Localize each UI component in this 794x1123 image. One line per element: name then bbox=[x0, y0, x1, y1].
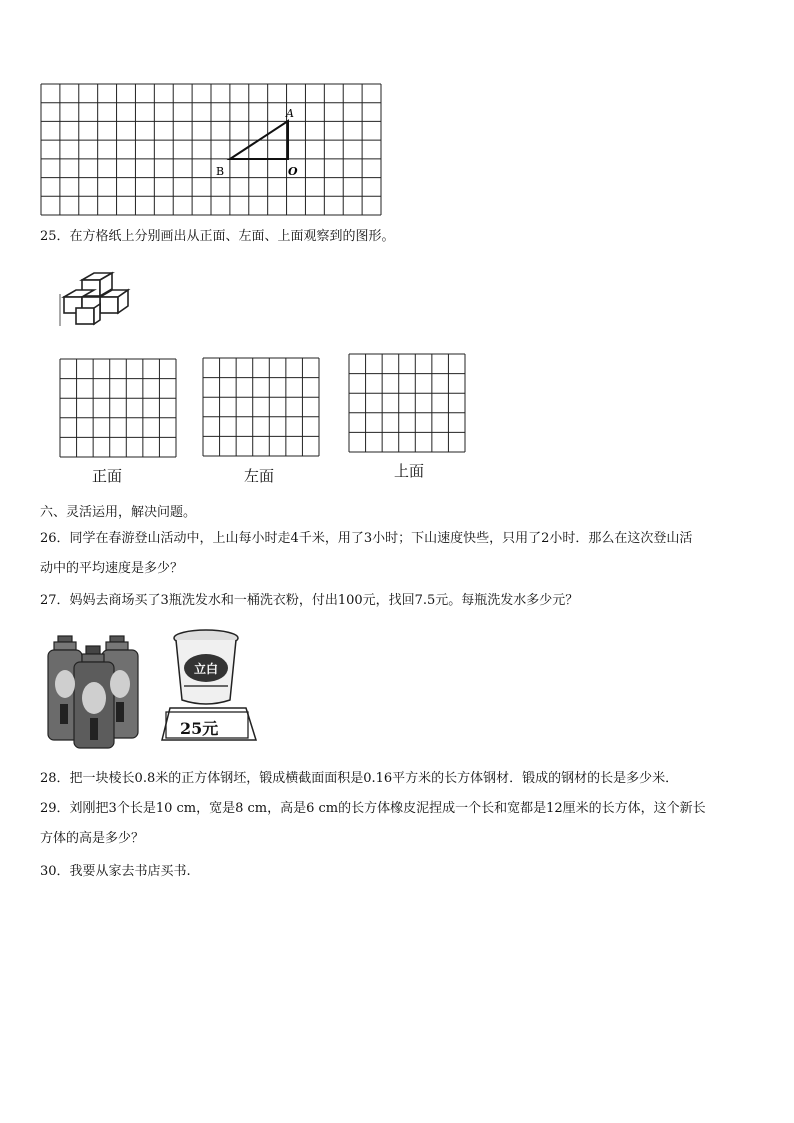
detergent-brand-text: 立白 bbox=[193, 662, 219, 676]
question-26-line2: 动中的平均速度是多少？ bbox=[40, 561, 184, 576]
question-28: 28．把一块棱长0.8米的正方体钢坯，锻成横截面面积是0.16平方米的长方体钢材．锻成的钢材的长是多少米． bbox=[40, 771, 679, 786]
front-view-grid bbox=[59, 358, 177, 458]
point-o-label: O bbox=[288, 165, 298, 178]
top-view-grid bbox=[348, 353, 466, 453]
point-b-label: B bbox=[216, 165, 225, 178]
front-view-label: 正面 bbox=[92, 467, 123, 485]
cube-stack-figure bbox=[56, 270, 132, 330]
top-view-label: 上面 bbox=[394, 462, 425, 480]
coordinate-grid bbox=[40, 83, 382, 216]
question-29-line2: 方体的高是多少？ bbox=[40, 831, 145, 846]
question-29-line1: 29．刘刚把3个长是10 cm，宽是8 cm，高是6 cm的长方体橡皮泥捏成一个长和宽都是12厘米的长方体，这个新长 bbox=[40, 801, 706, 816]
shampoo-bottles-image bbox=[44, 632, 144, 750]
detergent-bucket-image bbox=[172, 628, 240, 708]
price-tag-label: 25元 bbox=[180, 719, 219, 738]
question-26-line1: 26．同学在春游登山活动中，上山每小时走4千米，用了3小时；下山速度快些，只用了2小时．那么在这次登山活 bbox=[40, 531, 693, 546]
left-view-label: 左面 bbox=[244, 467, 275, 485]
question-30: 30．我要从家去书店买书. bbox=[40, 864, 191, 879]
section-6-title: 六、灵活运用，解决问题。 bbox=[40, 505, 197, 520]
point-a-label: A bbox=[286, 107, 294, 120]
question-25: 25．在方格纸上分别画出从正面、左面、上面观察到的图形。 bbox=[40, 229, 395, 244]
question-27: 27．妈妈去商场买了3瓶洗发水和一桶洗衣粉，付出100元，找回7.5元。每瓶洗发水多少元？ bbox=[40, 593, 579, 608]
left-view-grid bbox=[202, 357, 320, 457]
